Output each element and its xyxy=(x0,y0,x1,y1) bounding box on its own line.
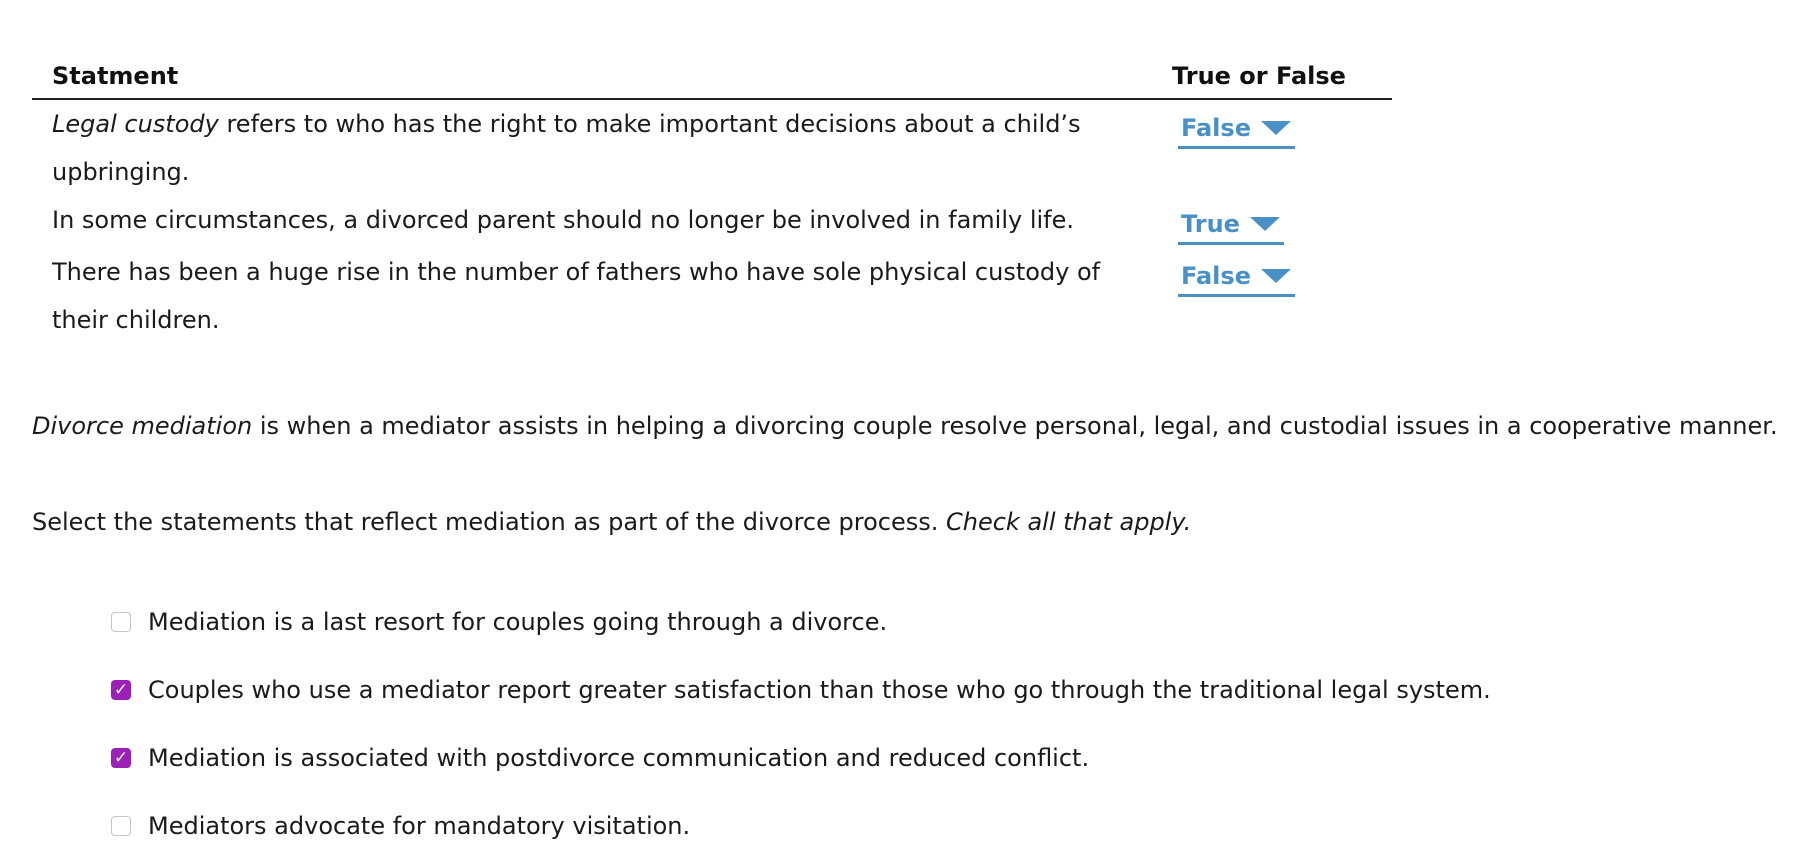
definition-text: is when a mediator assists in helping a divorcing couple resolve personal, legal, and custodial issues in a cooperative manner. xyxy=(252,412,1778,440)
statement-text: refers to who has the right to make important decisions about a child’s xyxy=(218,110,1081,138)
answer-dropdown-3[interactable] xyxy=(1178,258,1295,297)
dropdown-selected-value: True xyxy=(1181,210,1240,238)
dropdown-selected-value: False xyxy=(1181,262,1251,290)
answer-dropdown-1[interactable] xyxy=(1178,110,1295,149)
caret-down-icon xyxy=(1261,269,1291,283)
option-1[interactable] xyxy=(111,588,1491,656)
statement-cell xyxy=(32,99,1172,196)
checkbox-options xyxy=(111,588,1491,860)
question-text: Select the statements that reflect mediation as part of the divorce process. xyxy=(32,508,946,536)
checkbox[interactable] xyxy=(111,748,131,768)
check-icon: ✓ xyxy=(113,679,129,700)
checkbox[interactable] xyxy=(111,680,131,700)
answer-cell xyxy=(1172,248,1392,344)
option-label: Mediation is a last resort for couples going through a divorce. xyxy=(148,608,888,636)
answer-dropdown-2[interactable] xyxy=(1178,206,1284,245)
option-4[interactable] xyxy=(111,792,1491,860)
option-label: Mediators advocate for mandatory visitation. xyxy=(148,812,691,840)
statement-line: their children. xyxy=(52,306,220,334)
question-prompt xyxy=(32,508,1191,536)
caret-down-icon xyxy=(1261,121,1291,135)
statement-column-header: Statment xyxy=(32,56,1172,99)
statement-cell xyxy=(32,248,1172,344)
true-false-table xyxy=(32,56,1392,344)
statement-line: There has been a huge rise in the number of fathers who have sole physical custody of xyxy=(52,258,1101,286)
table-row xyxy=(32,248,1392,344)
statement-term: Legal custody xyxy=(52,110,219,138)
statement-line: upbringing. xyxy=(52,158,190,186)
option-2[interactable] xyxy=(111,656,1491,724)
checkbox[interactable] xyxy=(111,612,131,632)
definition-paragraph xyxy=(32,412,1778,440)
option-3[interactable] xyxy=(111,724,1491,792)
question-instruction: Check all that apply. xyxy=(946,508,1192,536)
table-row xyxy=(32,196,1392,248)
check-icon: ✓ xyxy=(113,747,129,768)
statement-cell xyxy=(32,196,1172,248)
caret-down-icon xyxy=(1250,217,1280,231)
dropdown-selected-value: False xyxy=(1181,114,1251,142)
checkbox[interactable] xyxy=(111,816,131,836)
answer-column-header: True or False xyxy=(1172,56,1392,99)
definition-term: Divorce mediation xyxy=(32,412,253,440)
statement-line: In some circumstances, a divorced parent should no longer be involved in family life. xyxy=(52,206,1075,234)
option-label: Couples who use a mediator report greater satisfaction than those who go through the traditional legal system. xyxy=(148,676,1491,704)
answer-cell xyxy=(1172,196,1392,248)
table-header-row xyxy=(32,56,1392,99)
table-row xyxy=(32,99,1392,196)
statement-line xyxy=(52,100,1152,148)
answer-cell xyxy=(1172,99,1392,196)
option-label: Mediation is associated with postdivorce communication and reduced conflict. xyxy=(148,744,1090,772)
